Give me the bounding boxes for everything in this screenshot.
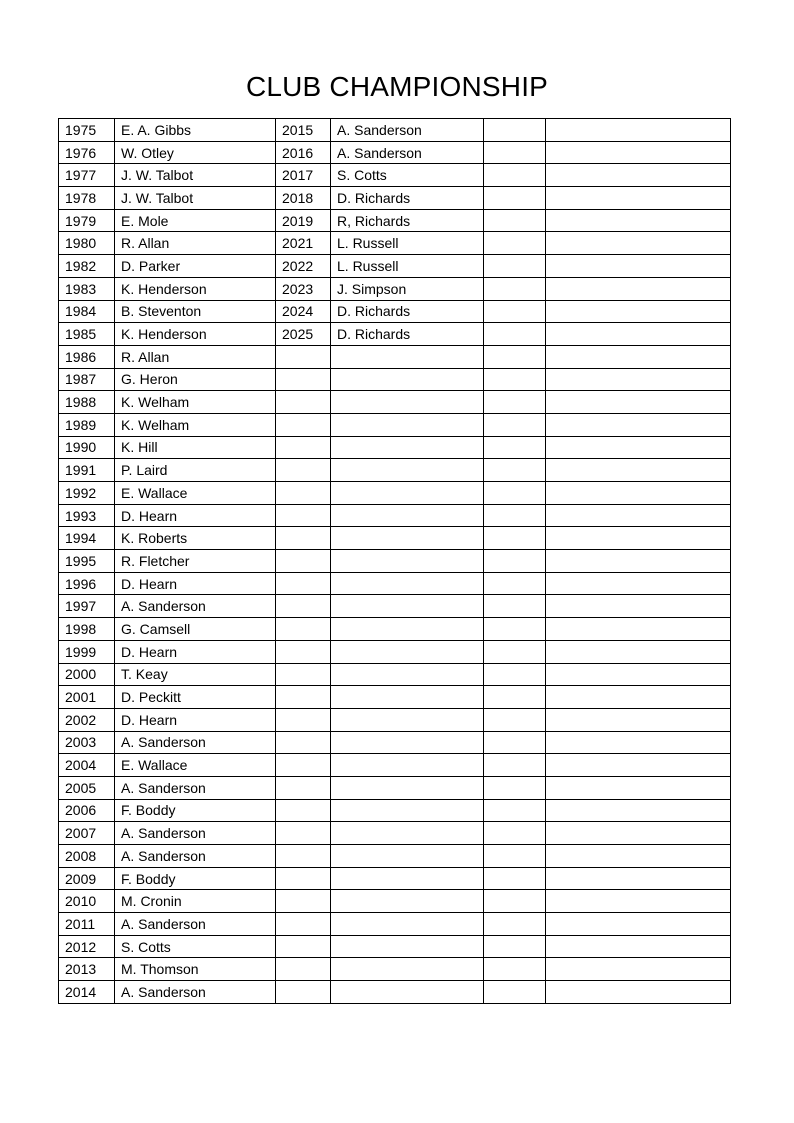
- table-row: [59, 663, 731, 686]
- blank-cell: [546, 663, 731, 686]
- page-title: CLUB CHAMPIONSHIP: [245, 71, 549, 102]
- blank-cell: [484, 640, 546, 663]
- table-row: [59, 754, 731, 777]
- blank-cell: [484, 913, 546, 936]
- winner-cell: [331, 663, 484, 686]
- blank-cell: [546, 164, 731, 187]
- winner-cell: A. Sanderson: [115, 776, 276, 799]
- year-cell: 1993: [59, 504, 115, 527]
- year-cell: 2017: [276, 164, 331, 187]
- blank-cell: [484, 504, 546, 527]
- year-cell: 1977: [59, 164, 115, 187]
- table-row: [59, 368, 731, 391]
- table-row: [59, 209, 731, 232]
- blank-cell: [484, 391, 546, 414]
- winner-cell: K. Henderson: [115, 323, 276, 346]
- year-cell: [276, 981, 331, 1004]
- table-row: [59, 867, 731, 890]
- blank-cell: [484, 482, 546, 505]
- winner-cell: E. A. Gibbs: [115, 119, 276, 142]
- year-cell: 2015: [276, 119, 331, 142]
- table-row: [59, 300, 731, 323]
- year-cell: [276, 595, 331, 618]
- winner-cell: A. Sanderson: [115, 731, 276, 754]
- winner-cell: K. Roberts: [115, 527, 276, 550]
- table-row: [59, 618, 731, 641]
- year-cell: 2023: [276, 277, 331, 300]
- blank-cell: [484, 686, 546, 709]
- blank-cell: [546, 799, 731, 822]
- blank-cell: [546, 459, 731, 482]
- year-cell: [276, 845, 331, 868]
- table-row: [59, 391, 731, 414]
- table-row: [59, 232, 731, 255]
- blank-cell: [546, 550, 731, 573]
- blank-cell: [546, 391, 731, 414]
- winner-cell: [331, 618, 484, 641]
- table-row: [59, 459, 731, 482]
- blank-cell: [484, 845, 546, 868]
- table-row: [59, 187, 731, 210]
- blank-cell: [546, 686, 731, 709]
- blank-cell: [484, 958, 546, 981]
- year-cell: 2022: [276, 255, 331, 278]
- blank-cell: [484, 867, 546, 890]
- year-cell: [276, 663, 331, 686]
- table-row: [59, 708, 731, 731]
- year-cell: [276, 550, 331, 573]
- winner-cell: [331, 345, 484, 368]
- year-cell: 1997: [59, 595, 115, 618]
- year-cell: 1989: [59, 413, 115, 436]
- year-cell: 2018: [276, 187, 331, 210]
- blank-cell: [484, 754, 546, 777]
- year-cell: 2006: [59, 799, 115, 822]
- year-cell: 1975: [59, 119, 115, 142]
- winner-cell: R. Allan: [115, 345, 276, 368]
- blank-cell: [484, 300, 546, 323]
- winner-cell: E. Mole: [115, 209, 276, 232]
- year-cell: [276, 640, 331, 663]
- year-cell: [276, 686, 331, 709]
- table-row: [59, 913, 731, 936]
- blank-cell: [484, 368, 546, 391]
- table-row: [59, 572, 731, 595]
- winner-cell: R, Richards: [331, 209, 484, 232]
- year-cell: 2010: [59, 890, 115, 913]
- winner-cell: D. Hearn: [115, 708, 276, 731]
- blank-cell: [546, 935, 731, 958]
- blank-cell: [546, 323, 731, 346]
- winner-cell: A. Sanderson: [331, 119, 484, 142]
- blank-cell: [546, 209, 731, 232]
- year-cell: 1976: [59, 141, 115, 164]
- year-cell: 2011: [59, 913, 115, 936]
- blank-cell: [484, 618, 546, 641]
- blank-cell: [546, 141, 731, 164]
- winner-cell: [331, 958, 484, 981]
- year-cell: 2004: [59, 754, 115, 777]
- blank-cell: [546, 595, 731, 618]
- winner-cell: J. W. Talbot: [115, 187, 276, 210]
- winner-cell: J. Simpson: [331, 277, 484, 300]
- winner-cell: M. Cronin: [115, 890, 276, 913]
- blank-cell: [484, 459, 546, 482]
- winner-cell: [331, 413, 484, 436]
- winner-cell: B. Steventon: [115, 300, 276, 323]
- winner-cell: [331, 550, 484, 573]
- blank-cell: [546, 482, 731, 505]
- blank-cell: [546, 504, 731, 527]
- table-row: [59, 413, 731, 436]
- year-cell: [276, 799, 331, 822]
- winner-cell: P. Laird: [115, 459, 276, 482]
- year-cell: 1982: [59, 255, 115, 278]
- blank-cell: [484, 527, 546, 550]
- table-row: [59, 890, 731, 913]
- year-cell: 1999: [59, 640, 115, 663]
- year-cell: 2009: [59, 867, 115, 890]
- winner-cell: D. Hearn: [115, 504, 276, 527]
- year-cell: 1994: [59, 527, 115, 550]
- table-row: [59, 958, 731, 981]
- table-row: [59, 255, 731, 278]
- winner-cell: F. Boddy: [115, 867, 276, 890]
- blank-cell: [484, 799, 546, 822]
- year-cell: 2021: [276, 232, 331, 255]
- year-cell: 2002: [59, 708, 115, 731]
- year-cell: [276, 731, 331, 754]
- year-cell: 1980: [59, 232, 115, 255]
- blank-cell: [484, 323, 546, 346]
- table-row: [59, 595, 731, 618]
- winner-cell: G. Camsell: [115, 618, 276, 641]
- year-cell: 2016: [276, 141, 331, 164]
- table-row: [59, 981, 731, 1004]
- winner-cell: J. W. Talbot: [115, 164, 276, 187]
- blank-cell: [484, 119, 546, 142]
- winner-cell: [331, 572, 484, 595]
- table-row: [59, 935, 731, 958]
- winner-cell: A. Sanderson: [115, 595, 276, 618]
- year-cell: [276, 368, 331, 391]
- year-cell: [276, 391, 331, 414]
- year-cell: 1986: [59, 345, 115, 368]
- year-cell: [276, 958, 331, 981]
- year-cell: 2014: [59, 981, 115, 1004]
- blank-cell: [484, 822, 546, 845]
- year-cell: 1990: [59, 436, 115, 459]
- winner-cell: [331, 482, 484, 505]
- table-row: [59, 527, 731, 550]
- winner-cell: D. Richards: [331, 187, 484, 210]
- blank-cell: [484, 209, 546, 232]
- winner-cell: [331, 731, 484, 754]
- blank-cell: [546, 119, 731, 142]
- winner-cell: E. Wallace: [115, 754, 276, 777]
- winner-cell: K. Henderson: [115, 277, 276, 300]
- blank-cell: [546, 845, 731, 868]
- winner-cell: [331, 981, 484, 1004]
- blank-cell: [546, 776, 731, 799]
- winner-cell: D. Hearn: [115, 640, 276, 663]
- year-cell: 2012: [59, 935, 115, 958]
- year-cell: 2007: [59, 822, 115, 845]
- blank-cell: [546, 618, 731, 641]
- blank-cell: [546, 731, 731, 754]
- winner-cell: D. Parker: [115, 255, 276, 278]
- year-cell: [276, 436, 331, 459]
- blank-cell: [484, 776, 546, 799]
- winner-cell: [331, 799, 484, 822]
- year-cell: [276, 935, 331, 958]
- blank-cell: [546, 913, 731, 936]
- winner-cell: E. Wallace: [115, 482, 276, 505]
- table-row: [59, 845, 731, 868]
- blank-cell: [546, 368, 731, 391]
- year-cell: 2001: [59, 686, 115, 709]
- year-cell: [276, 459, 331, 482]
- year-cell: 1984: [59, 300, 115, 323]
- year-cell: [276, 754, 331, 777]
- table-row: [59, 822, 731, 845]
- winner-cell: W. Otley: [115, 141, 276, 164]
- winner-cell: [331, 754, 484, 777]
- winner-cell: R. Allan: [115, 232, 276, 255]
- blank-cell: [484, 255, 546, 278]
- blank-cell: [484, 890, 546, 913]
- table-row: [59, 436, 731, 459]
- table-row: [59, 482, 731, 505]
- year-cell: 2003: [59, 731, 115, 754]
- blank-cell: [546, 708, 731, 731]
- year-cell: 1995: [59, 550, 115, 573]
- winner-cell: S. Cotts: [331, 164, 484, 187]
- winner-cell: T. Keay: [115, 663, 276, 686]
- winner-cell: [331, 459, 484, 482]
- winner-cell: K. Welham: [115, 391, 276, 414]
- winner-cell: K. Hill: [115, 436, 276, 459]
- winner-cell: L. Russell: [331, 255, 484, 278]
- blank-cell: [546, 187, 731, 210]
- winner-cell: A. Sanderson: [115, 822, 276, 845]
- year-cell: 2013: [59, 958, 115, 981]
- year-cell: [276, 618, 331, 641]
- blank-cell: [546, 345, 731, 368]
- year-cell: [276, 708, 331, 731]
- year-cell: 1983: [59, 277, 115, 300]
- winner-cell: K. Welham: [115, 413, 276, 436]
- blank-cell: [484, 164, 546, 187]
- table-row: [59, 550, 731, 573]
- table-row: [59, 164, 731, 187]
- winner-cell: D. Richards: [331, 323, 484, 346]
- blank-cell: [484, 663, 546, 686]
- winner-cell: L. Russell: [331, 232, 484, 255]
- winner-cell: [331, 935, 484, 958]
- year-cell: 2024: [276, 300, 331, 323]
- table-row: [59, 776, 731, 799]
- winner-cell: S. Cotts: [115, 935, 276, 958]
- year-cell: [276, 913, 331, 936]
- year-cell: 1978: [59, 187, 115, 210]
- winner-cell: [331, 527, 484, 550]
- year-cell: [276, 345, 331, 368]
- winner-cell: [331, 913, 484, 936]
- blank-cell: [546, 640, 731, 663]
- winner-cell: [331, 391, 484, 414]
- blank-cell: [484, 232, 546, 255]
- year-cell: [276, 504, 331, 527]
- blank-cell: [546, 277, 731, 300]
- championship-table-body: [59, 119, 731, 1004]
- year-cell: [276, 527, 331, 550]
- year-cell: 1979: [59, 209, 115, 232]
- blank-cell: [546, 232, 731, 255]
- year-cell: [276, 413, 331, 436]
- winner-cell: F. Boddy: [115, 799, 276, 822]
- year-cell: 1985: [59, 323, 115, 346]
- year-cell: [276, 776, 331, 799]
- blank-cell: [546, 413, 731, 436]
- table-row: [59, 345, 731, 368]
- winner-cell: [331, 822, 484, 845]
- winner-cell: [331, 686, 484, 709]
- table-row: [59, 119, 731, 142]
- winner-cell: [331, 776, 484, 799]
- winner-cell: G. Heron: [115, 368, 276, 391]
- winner-cell: D. Hearn: [115, 572, 276, 595]
- blank-cell: [546, 958, 731, 981]
- winner-cell: [331, 708, 484, 731]
- year-cell: 2019: [276, 209, 331, 232]
- year-cell: [276, 890, 331, 913]
- winner-cell: [331, 890, 484, 913]
- blank-cell: [546, 436, 731, 459]
- championship-table: [58, 118, 731, 1004]
- table-row: [59, 504, 731, 527]
- year-cell: 2005: [59, 776, 115, 799]
- blank-cell: [546, 754, 731, 777]
- blank-cell: [484, 572, 546, 595]
- year-cell: [276, 482, 331, 505]
- blank-cell: [484, 277, 546, 300]
- blank-cell: [484, 436, 546, 459]
- year-cell: [276, 867, 331, 890]
- winner-cell: [331, 368, 484, 391]
- blank-cell: [484, 413, 546, 436]
- blank-cell: [484, 981, 546, 1004]
- winner-cell: A. Sanderson: [331, 141, 484, 164]
- winner-cell: D. Peckitt: [115, 686, 276, 709]
- blank-cell: [484, 708, 546, 731]
- winner-cell: A. Sanderson: [115, 981, 276, 1004]
- year-cell: 1987: [59, 368, 115, 391]
- winner-cell: A. Sanderson: [115, 913, 276, 936]
- blank-cell: [546, 572, 731, 595]
- table-row: [59, 323, 731, 346]
- table-row: [59, 141, 731, 164]
- winner-cell: [331, 867, 484, 890]
- year-cell: 1992: [59, 482, 115, 505]
- winner-cell: [331, 436, 484, 459]
- year-cell: 1996: [59, 572, 115, 595]
- year-cell: 1991: [59, 459, 115, 482]
- table-row: [59, 731, 731, 754]
- blank-cell: [546, 981, 731, 1004]
- table-row: [59, 686, 731, 709]
- table-row: [59, 640, 731, 663]
- blank-cell: [484, 187, 546, 210]
- winner-cell: [331, 504, 484, 527]
- table-row: [59, 277, 731, 300]
- blank-cell: [546, 255, 731, 278]
- blank-cell: [484, 731, 546, 754]
- blank-cell: [484, 595, 546, 618]
- winner-cell: [331, 845, 484, 868]
- year-cell: [276, 822, 331, 845]
- blank-cell: [484, 935, 546, 958]
- winner-cell: [331, 595, 484, 618]
- winner-cell: [331, 640, 484, 663]
- blank-cell: [484, 141, 546, 164]
- blank-cell: [546, 822, 731, 845]
- blank-cell: [546, 527, 731, 550]
- year-cell: 1998: [59, 618, 115, 641]
- blank-cell: [484, 345, 546, 368]
- blank-cell: [546, 300, 731, 323]
- year-cell: 2000: [59, 663, 115, 686]
- winner-cell: A. Sanderson: [115, 845, 276, 868]
- winner-cell: R. Fletcher: [115, 550, 276, 573]
- blank-cell: [546, 890, 731, 913]
- year-cell: [276, 572, 331, 595]
- blank-cell: [546, 867, 731, 890]
- winner-cell: D. Richards: [331, 300, 484, 323]
- blank-cell: [484, 550, 546, 573]
- year-cell: 2025: [276, 323, 331, 346]
- table-row: [59, 799, 731, 822]
- winner-cell: M. Thomson: [115, 958, 276, 981]
- year-cell: 1988: [59, 391, 115, 414]
- year-cell: 2008: [59, 845, 115, 868]
